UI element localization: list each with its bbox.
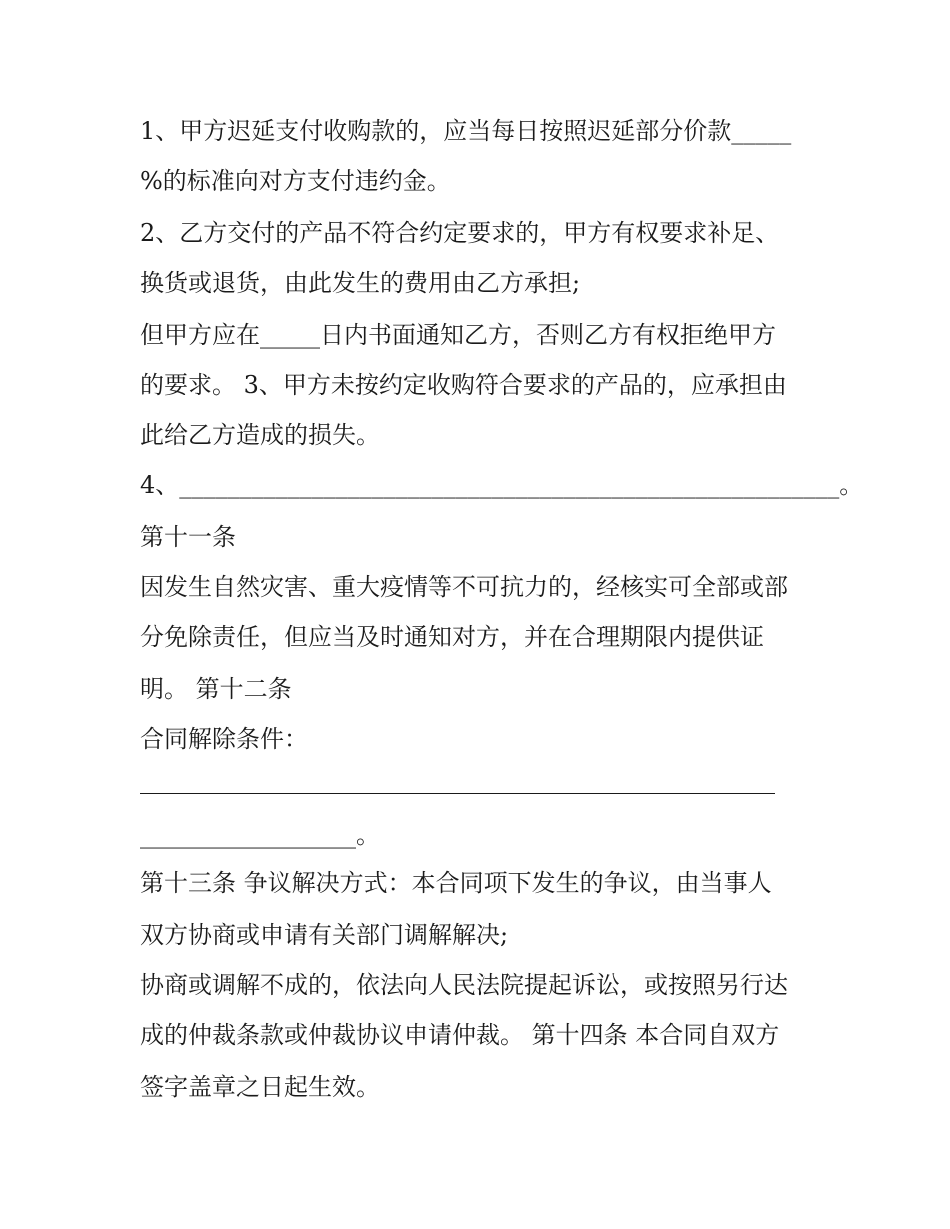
text-line-19: 签字盖章之日起生效。 <box>140 1073 380 1101</box>
text-line-1: 1、甲方迟延支付收购款的，应当每日按照迟延部分价款_____ <box>140 117 792 145</box>
text-line-10: 因发生自然灾害、重大疫情等不可抗力的，经核实可全部或部 <box>140 573 788 601</box>
text-line-17: 协商或调解不成的，依法向人民法院提起诉讼，或按照另行达 <box>140 971 788 999</box>
text-line-14: __________________。 <box>140 821 380 849</box>
text-line-5: 但甲方应在_____日内书面通知乙方，否则乙方有权拒绝甲方 <box>140 321 776 349</box>
text-line-4: 换货或退货，由此发生的费用由乙方承担; <box>140 269 581 297</box>
text-line-15: 第十三条 争议解决方式：本合同项下发生的争议，由当事人 <box>140 869 772 897</box>
text-line-18: 成的仲裁条款或仲裁协议申请仲裁。 第十四条 本合同自双方 <box>140 1021 780 1049</box>
text-line-13: 合同解除条件： <box>140 725 308 753</box>
text-line-3: 2、乙方交付的产品不符合约定要求的，甲方有权要求补足、 <box>140 219 780 247</box>
text-line-16: 双方协商或申请有关部门调解解决; <box>140 921 509 949</box>
text-line-12: 明。 第十二条 <box>140 675 292 703</box>
text-line-6: 的要求。 3、甲方未按约定收购符合要求的产品的，应承担由 <box>140 371 787 399</box>
text-line-2: %的标准向对方支付违约金。 <box>140 167 451 195</box>
article-11-heading: 第十一条 <box>140 523 236 551</box>
blank-rule-line <box>140 793 775 794</box>
text-line-7: 此给乙方造成的损失。 <box>140 421 380 449</box>
text-line-11: 分免除责任，但应当及时通知对方，并在合理期限内提供证 <box>140 623 764 651</box>
text-line-8: 4、_______________________________________________________。 <box>140 471 864 499</box>
